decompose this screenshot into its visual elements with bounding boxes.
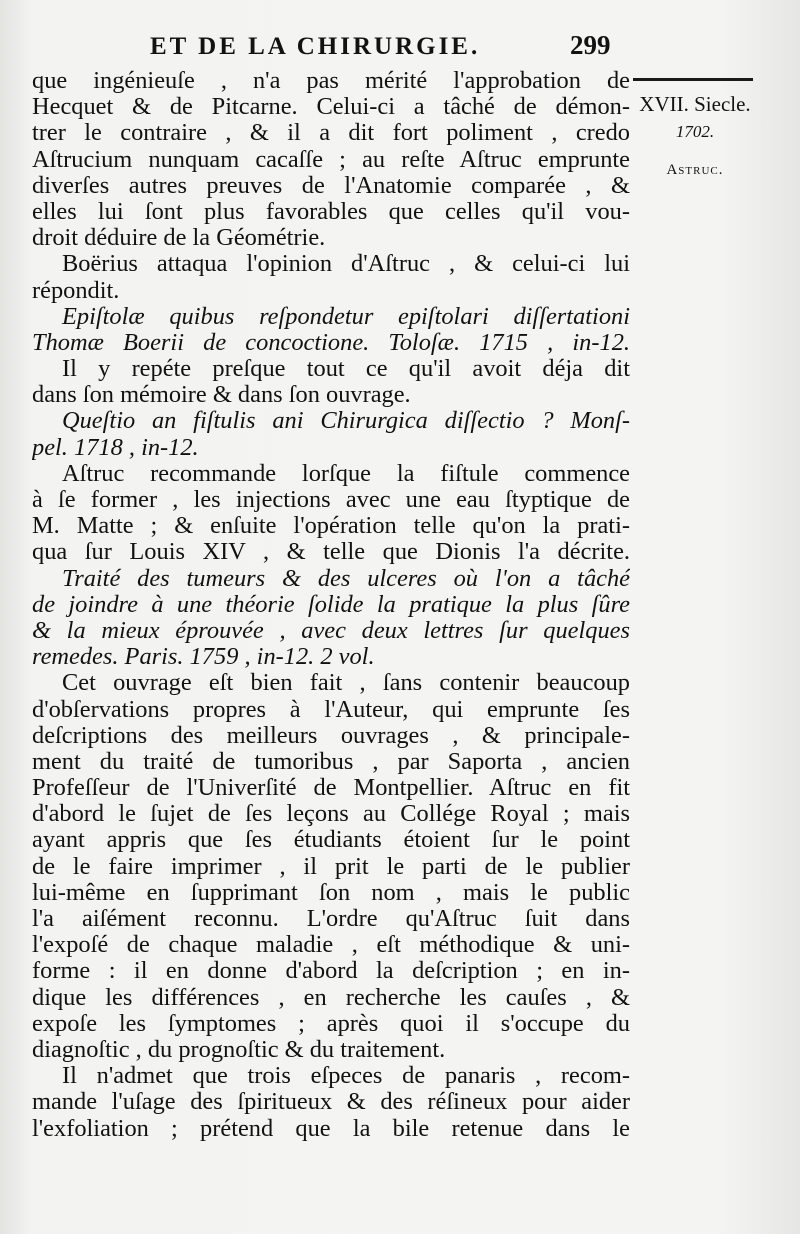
text-line: ment du traité de tumoribus , par Saporta , ancien [32,748,630,775]
text-line: forme : il en donne d'abord la deſcription ; en in- [32,958,630,985]
text-line: expoſe les ſymptomes ; après quoi il s'occupe du [32,1010,630,1037]
text-line: diverſes autres preuves de l'Anatomie comparée , & [32,172,630,199]
text-line: d'obſervations propres à l'Auteur, qui emprunte ſes [32,696,630,723]
text-line: Boërius attaqua l'opinion d'Aſtruc , & celui-ci lui [62,251,630,278]
margin-note-year: 1702. [675,122,715,141]
text-line: l'a aiſément reconnu. L'ordre qu'Aſtruc ſuit dans [32,906,630,932]
text-line: mande l'uſage des ſpiritueux & des réſineux pour aider [32,1089,630,1116]
body-text [32,68,630,1142]
text-line: elles lui ſont plus favorables que celles qu'il vou- [32,198,630,225]
margin-note-century: XVII. Siecle. [639,92,751,116]
text-line: Thomæ Boerii de concoctione. Toloſæ. 1715 , in-12. [32,329,630,356]
text-line: remedes. Paris. 1759 , in-12. 2 vol. [32,644,375,671]
text-line: l'exfoliation ; prétend que la bile retenue dans le [32,1115,630,1142]
text-line: Queſtio an fiſtulis ani Chirurgica diſſectio ? Monſ- [62,408,630,435]
text-line: Profeſſeur de l'Univerſité de Montpellier. Aſtruc en fit [32,775,630,802]
page-number: 299 [570,30,611,60]
text-line: droit déduire de la Géométrie. [32,225,326,252]
text-line: dique les différences , en recherche les cauſes , & [32,984,630,1011]
text-line: Aſtrucium nunquam cacaſſe ; au reſte Aſtruc emprunte [32,146,630,173]
text-line: Cet ouvrage eſt bien fait , ſans contenir beaucoup [62,670,630,697]
text-line: Hecquet & de Pitcarne. Celui-ci a tâché de démon- [32,94,630,121]
text-line: Il n'admet que trois eſpeces de panaris , recom- [62,1063,630,1090]
margin-rule [633,78,753,81]
text-line: trer le contraire , & il a dit fort poliment , credo [32,120,630,147]
text-line: de le faire imprimer , il prit le parti de le publier [32,853,630,880]
text-line: pel. 1718 , in-12. [32,434,199,461]
text-line: ayant appris que ſes étudiants étoient ſur le point [32,827,630,854]
text-line: Epiſtolæ quibus reſpondetur epiſtolari diſſertationi [62,303,630,330]
text-line: deſcriptions des meilleurs ouvrages , & principale- [32,722,630,749]
text-line: l'expoſé de chaque maladie , eſt méthodique & uni- [32,932,630,959]
text-line: que ingénieuſe , n'a pas mérité l'approbation de [32,68,630,94]
text-line: à ſe former , les injections avec une eau ſtyptique de [32,487,630,513]
margin-note-author: Astruc. [666,162,724,178]
text-line: de joindre à une théorie ſolide la pratique la plus ſûre [32,591,630,618]
running-head: ET DE LA CHIRURGIE. [150,33,481,60]
text-line: diagnoſtic , du prognoſtic & du traitement. [32,1036,446,1063]
text-line: Il y repéte preſque tout ce qu'il avoit déja dit [62,356,630,383]
text-line: qua ſur Louis XIV , & telle que Dionis l'a décrite. [32,539,630,566]
text-line: lui-même en ſupprimant ſon nom , mais le public [32,879,630,906]
text-line: dans ſon mémoire & dans ſon ouvrage. [32,382,411,409]
text-line: répondit. [32,277,120,304]
text-line: & la mieux éprouvée , avec deux lettres ſur quelques [32,617,630,644]
text-line: Traité des tumeurs & des ulceres où l'on a tâché [62,565,630,592]
text-line: Aſtruc recommande lorſque la fiſtule commence [62,460,630,487]
text-line: d'abord le ſujet de ſes leçons au Collége Royal ; mais [32,801,630,828]
text-line: M. Matte ; & enſuite l'opération telle qu'on la prati- [32,513,630,540]
